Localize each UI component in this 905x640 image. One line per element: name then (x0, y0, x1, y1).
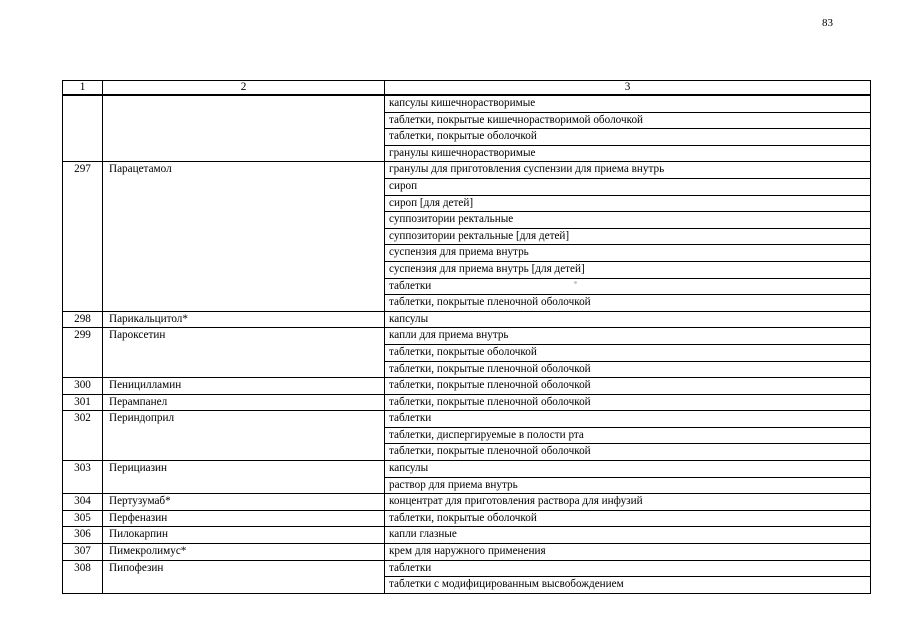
dosage-form-cell: таблетки (385, 278, 871, 295)
drug-name-cell: Парацетамол (103, 162, 385, 311)
dosage-form-cell: таблетки, диспергируемые в полости рта (385, 427, 871, 444)
drug-name-cell: Пилокарпин (103, 527, 385, 544)
drug-number-cell: 306 (63, 527, 103, 544)
dosage-form-cell: таблетки, покрытые пленочной оболочкой (385, 394, 871, 411)
table-row (63, 544, 871, 561)
drug-name-cell (103, 95, 385, 162)
table-row (63, 328, 871, 345)
table-row (63, 378, 871, 395)
table-row (63, 411, 871, 428)
header-col-2: 2 (103, 81, 385, 96)
drug-name-cell: Перфеназин (103, 510, 385, 527)
table-row (63, 394, 871, 411)
dosage-form-cell: капсулы (385, 461, 871, 478)
dosage-form-cell: раствор для приема внутрь (385, 477, 871, 494)
dosage-form-cell: капли глазные (385, 527, 871, 544)
drug-name-cell: Пеницилламин (103, 378, 385, 395)
dosage-form-cell: таблетки, покрытые оболочкой (385, 510, 871, 527)
dosage-form-cell: таблетки, покрытые кишечнорастворимой оболочкой (385, 112, 871, 129)
dosage-form-cell: таблетки, покрытые пленочной оболочкой (385, 295, 871, 312)
drug-name-cell: Перампанел (103, 394, 385, 411)
dosage-form-cell: концентрат для приготовления раствора для инфузий (385, 494, 871, 511)
dosage-form-cell: таблетки (385, 411, 871, 428)
drug-number-cell: 302 (63, 411, 103, 461)
drug-number-cell (63, 95, 103, 162)
drug-number-cell: 308 (63, 560, 103, 593)
table-row (63, 162, 871, 179)
dosage-form-cell: гранулы кишечнорастворимые (385, 145, 871, 162)
drug-number-cell: 301 (63, 394, 103, 411)
dosage-form-cell: крем для наружного применения (385, 544, 871, 561)
drug-name-cell: Периндоприл (103, 411, 385, 461)
drug-number-cell: 303 (63, 461, 103, 494)
drug-number-cell: 304 (63, 494, 103, 511)
table-row (63, 311, 871, 328)
table-row (63, 95, 871, 112)
drug-name-cell: Пимекролимус* (103, 544, 385, 561)
drug-number-cell: 299 (63, 328, 103, 378)
drug-table (62, 80, 871, 594)
table-row (63, 494, 871, 511)
page-number: 83 (822, 17, 833, 29)
dosage-form-cell: таблетки (385, 560, 871, 577)
dosage-form-cell: капсулы (385, 311, 871, 328)
dosage-form-cell: капли для приема внутрь (385, 328, 871, 345)
dosage-form-cell: сироп (385, 178, 871, 195)
header-col-3: 3 (385, 81, 871, 96)
header-row (63, 81, 871, 96)
drug-name-cell: Парикальцитол* (103, 311, 385, 328)
drug-number-cell: 298 (63, 311, 103, 328)
drug-number-cell: 300 (63, 378, 103, 395)
dosage-form-cell: таблетки с модифицированным высвобождением (385, 577, 871, 594)
dosage-form-cell: сироп [для детей] (385, 195, 871, 212)
dosage-form-cell: таблетки, покрытые пленочной оболочкой (385, 444, 871, 461)
drug-name-cell: Пертузумаб* (103, 494, 385, 511)
table-header (63, 81, 871, 96)
dosage-form-cell: таблетки, покрытые оболочкой (385, 344, 871, 361)
dosage-form-cell: таблетки, покрытые пленочной оболочкой (385, 378, 871, 395)
dosage-form-cell: гранулы для приготовления суспензии для приема внутрь (385, 162, 871, 179)
header-col-1: 1 (63, 81, 103, 96)
drug-name-cell: Пароксетин (103, 328, 385, 378)
table-body (63, 95, 871, 593)
drug-number-cell: 305 (63, 510, 103, 527)
dosage-form-cell: капсулы кишечнорастворимые (385, 95, 871, 112)
table-row (63, 510, 871, 527)
dosage-form-cell: таблетки, покрытые пленочной оболочкой (385, 361, 871, 378)
drug-name-cell: Пипофезин (103, 560, 385, 593)
dosage-form-cell: суппозитории ректальные [для детей] (385, 228, 871, 245)
dosage-form-cell: суспензия для приема внутрь (385, 245, 871, 262)
table-row (63, 560, 871, 577)
scan-speck (574, 281, 577, 284)
table-row (63, 461, 871, 478)
drug-number-cell: 297 (63, 162, 103, 311)
drug-number-cell: 307 (63, 544, 103, 561)
dosage-form-cell: таблетки, покрытые оболочкой (385, 129, 871, 146)
dosage-form-cell: суппозитории ректальные (385, 212, 871, 229)
table-row (63, 527, 871, 544)
dosage-form-cell: суспензия для приема внутрь [для детей] (385, 261, 871, 278)
drug-name-cell: Перициазин (103, 461, 385, 494)
